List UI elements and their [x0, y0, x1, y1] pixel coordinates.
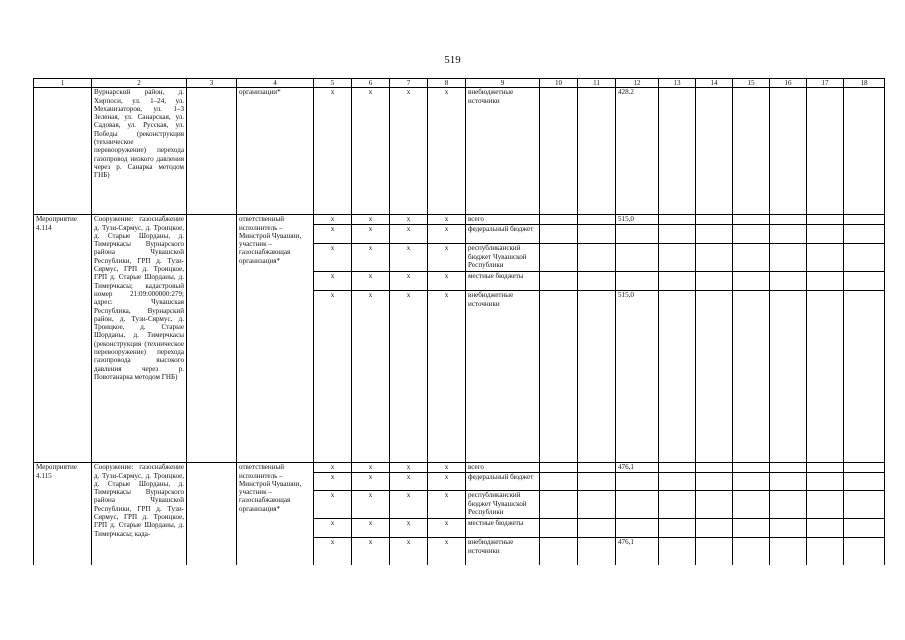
mark-cell: х — [314, 244, 352, 272]
mark-cell: х — [352, 215, 390, 225]
empty-cell — [578, 244, 616, 272]
mark-cell: х — [352, 538, 390, 565]
empty-cell — [733, 225, 770, 244]
mark-cell: х — [390, 215, 428, 225]
empty-cell — [540, 463, 578, 473]
empty-cell — [659, 463, 696, 473]
empty-cell — [659, 215, 696, 225]
empty-cell — [733, 491, 770, 519]
funding-source-cell: республиканский бюджет Чувашской Республики — [466, 491, 540, 519]
empty-cell — [540, 215, 578, 225]
empty-cell — [659, 272, 696, 291]
empty-cell — [844, 272, 885, 291]
column-header: 15 — [733, 79, 770, 88]
funding-source-cell: федеральный бюджет — [466, 225, 540, 244]
amount-cell: 476,1 — [616, 538, 659, 565]
empty-cell — [844, 538, 885, 565]
mark-cell: х — [428, 291, 466, 463]
empty-cell — [770, 538, 807, 565]
empty-cell — [770, 272, 807, 291]
mark-cell: х — [390, 291, 428, 463]
empty-cell — [733, 272, 770, 291]
empty-cell — [578, 291, 616, 463]
empty-cell — [659, 88, 696, 215]
amount-cell — [616, 272, 659, 291]
empty-cell — [578, 519, 616, 538]
funding-source-cell: внебюджетные источники — [466, 538, 540, 565]
empty-cell — [659, 225, 696, 244]
mark-cell: х — [314, 272, 352, 291]
funding-source-cell: федеральный бюджет — [466, 473, 540, 491]
mark-cell: х — [314, 225, 352, 244]
mark-cell: х — [314, 88, 352, 215]
empty-cell — [807, 463, 844, 473]
empty-cell — [733, 88, 770, 215]
measure-cell — [34, 88, 92, 215]
empty-cell — [733, 473, 770, 491]
description-cell: Сооружение: газоснабжение д. Тузи-Сярмус, д. Троицкое, д. Старые Шорданы, д. Тимерчкасы Вурнарского района Чувашской Республики, ГРП д. Тузи-Сярмус, ГРП д. Троицкое, ГРП д. Старые Шорданы, д. Тимерчкасы; када- — [92, 463, 187, 565]
empty-cell — [770, 88, 807, 215]
empty-cell — [844, 463, 885, 473]
mark-cell: х — [428, 473, 466, 491]
empty-cell — [733, 463, 770, 473]
description-cell: Вурнарский район, д. Хирпоси, ул. 1–24, ул. Механизаторов, ул. 1–3 Зеленая, ул. Санарская, ул. Садовая, ул. Русская, ул. Победы (реконструкция (техническое перевооружение) перехода газопровод низкого давления через р. Санарка методом ГНБ) — [92, 88, 187, 215]
empty-cell — [770, 225, 807, 244]
empty-cell — [807, 215, 844, 225]
column-header: 12 — [616, 79, 659, 88]
column-header: 1 — [34, 79, 92, 88]
amount-cell: 428.2 — [616, 88, 659, 215]
empty-cell — [696, 88, 733, 215]
funding-source-cell: внебюджетные источники — [466, 88, 540, 215]
page-number: 519 — [444, 54, 461, 66]
mark-cell: х — [390, 463, 428, 473]
empty-cell — [187, 215, 237, 463]
empty-cell — [807, 88, 844, 215]
empty-cell — [187, 463, 237, 565]
column-number-row — [34, 79, 885, 88]
empty-cell — [659, 291, 696, 463]
column-header: 10 — [540, 79, 578, 88]
mark-cell: х — [352, 291, 390, 463]
empty-cell — [696, 519, 733, 538]
mark-cell: х — [352, 463, 390, 473]
empty-cell — [844, 225, 885, 244]
mark-cell: х — [352, 473, 390, 491]
empty-cell — [807, 225, 844, 244]
empty-cell — [659, 244, 696, 272]
empty-cell — [696, 291, 733, 463]
amount-cell: 476,1 — [616, 463, 659, 473]
mark-cell: х — [352, 225, 390, 244]
empty-cell — [659, 491, 696, 519]
empty-cell — [578, 88, 616, 215]
measure-cell: Мероприятие 4.115 — [34, 463, 92, 565]
funding-source-cell: всего — [466, 215, 540, 225]
empty-cell — [733, 291, 770, 463]
empty-cell — [540, 225, 578, 244]
empty-cell — [540, 491, 578, 519]
empty-cell — [807, 519, 844, 538]
mark-cell: х — [428, 272, 466, 291]
mark-cell: х — [352, 88, 390, 215]
mark-cell: х — [314, 519, 352, 538]
funding-source-cell: всего — [466, 463, 540, 473]
column-header: 6 — [352, 79, 390, 88]
empty-cell — [696, 538, 733, 565]
empty-cell — [696, 272, 733, 291]
empty-cell — [578, 272, 616, 291]
empty-cell — [770, 244, 807, 272]
mark-cell: х — [314, 291, 352, 463]
column-header: 14 — [696, 79, 733, 88]
mark-cell: х — [314, 491, 352, 519]
empty-cell — [844, 491, 885, 519]
mark-cell: х — [314, 463, 352, 473]
mark-cell: х — [428, 88, 466, 215]
empty-cell — [770, 491, 807, 519]
empty-cell — [844, 215, 885, 225]
mark-cell: х — [352, 491, 390, 519]
column-header: 8 — [428, 79, 466, 88]
mark-cell: х — [390, 272, 428, 291]
column-header: 2 — [92, 79, 187, 88]
empty-cell — [578, 463, 616, 473]
mark-cell: х — [314, 473, 352, 491]
empty-cell — [844, 291, 885, 463]
empty-cell — [844, 519, 885, 538]
column-header: 3 — [187, 79, 237, 88]
mark-cell: х — [428, 215, 466, 225]
empty-cell — [578, 215, 616, 225]
amount-cell: 515,0 — [616, 291, 659, 463]
column-header: 4 — [237, 79, 314, 88]
column-header: 16 — [770, 79, 807, 88]
amount-cell — [616, 519, 659, 538]
mark-cell: х — [428, 244, 466, 272]
empty-cell — [770, 215, 807, 225]
amount-cell: 515,0 — [616, 215, 659, 225]
mark-cell: х — [352, 519, 390, 538]
empty-cell — [540, 244, 578, 272]
mark-cell: х — [352, 244, 390, 272]
mark-cell: х — [390, 491, 428, 519]
empty-cell — [659, 519, 696, 538]
amount-cell — [616, 473, 659, 491]
measure-cell: Мероприятие 4.114 — [34, 215, 92, 463]
empty-cell — [578, 225, 616, 244]
amount-cell — [616, 244, 659, 272]
empty-cell — [733, 538, 770, 565]
empty-cell — [696, 215, 733, 225]
empty-cell — [578, 538, 616, 565]
mark-cell: х — [352, 272, 390, 291]
executor-cell: ответственный исполнитель – Минстрой Чувашии, участник – газоснабжающая организация* — [237, 215, 314, 463]
executor-cell: организации* — [237, 88, 314, 215]
column-header: 17 — [807, 79, 844, 88]
empty-cell — [696, 473, 733, 491]
table-row — [34, 215, 885, 225]
empty-cell — [696, 225, 733, 244]
empty-cell — [807, 272, 844, 291]
mark-cell: х — [428, 225, 466, 244]
empty-cell — [696, 463, 733, 473]
column-header: 18 — [844, 79, 885, 88]
description-cell: Сооружение: газоснабжение д. Тузи-Сярмус, д. Троицкое, д. Старые Шорданы, д. Тимерчкасы Вурнарского района Чувашской Республики, ГРП д. Тузи-Сярмус, ГРП д. Троицкое, ГРП д. Старые Шорданы, д. Тимерчкасы; кадастровый номер 21:09:000000:279; адрес: Чувашская Республика, Вурнарский район, д. Тузи-Сярмус, д. Троицкое, д. Старые Шорданы, д. Тимерчкасы (реконструкция (техническое перевооружение) перехода газопровода высокого давления через р. Повотанарка методом ГНБ) — [92, 215, 187, 463]
empty-cell — [807, 491, 844, 519]
mark-cell: х — [314, 538, 352, 565]
amount-cell — [616, 225, 659, 244]
empty-cell — [770, 463, 807, 473]
mark-cell: х — [390, 473, 428, 491]
mark-cell: х — [390, 519, 428, 538]
funding-source-cell: местные бюджеты — [466, 519, 540, 538]
empty-cell — [578, 491, 616, 519]
empty-cell — [733, 244, 770, 272]
empty-cell — [540, 519, 578, 538]
empty-cell — [659, 538, 696, 565]
funding-source-cell: внебюджетные источники — [466, 291, 540, 463]
empty-cell — [696, 491, 733, 519]
empty-cell — [578, 473, 616, 491]
funding-source-cell: республиканский бюджет Чувашской Республики — [466, 244, 540, 272]
mark-cell: х — [390, 538, 428, 565]
mark-cell: х — [390, 225, 428, 244]
empty-cell — [770, 473, 807, 491]
executor-cell: ответственный исполнитель – Минстрой Чувашии, участник – газоснабжающая организация* — [237, 463, 314, 565]
mark-cell: х — [428, 519, 466, 538]
column-header: 13 — [659, 79, 696, 88]
empty-cell — [187, 88, 237, 215]
empty-cell — [540, 538, 578, 565]
program-table — [33, 78, 885, 565]
empty-cell — [733, 215, 770, 225]
empty-cell — [659, 473, 696, 491]
mark-cell: х — [428, 538, 466, 565]
empty-cell — [696, 244, 733, 272]
empty-cell — [844, 473, 885, 491]
funding-source-cell: местные бюджеты — [466, 272, 540, 291]
column-header: 5 — [314, 79, 352, 88]
mark-cell: х — [314, 215, 352, 225]
empty-cell — [540, 272, 578, 291]
mark-cell: х — [390, 244, 428, 272]
table-row — [34, 463, 885, 473]
empty-cell — [807, 473, 844, 491]
column-header: 9 — [466, 79, 540, 88]
table-row — [34, 88, 885, 215]
empty-cell — [807, 291, 844, 463]
mark-cell: х — [428, 463, 466, 473]
empty-cell — [807, 244, 844, 272]
column-header: 11 — [578, 79, 616, 88]
empty-cell — [733, 519, 770, 538]
empty-cell — [807, 538, 844, 565]
mark-cell: х — [390, 88, 428, 215]
empty-cell — [540, 88, 578, 215]
empty-cell — [844, 88, 885, 215]
column-header: 7 — [390, 79, 428, 88]
amount-cell — [616, 491, 659, 519]
empty-cell — [770, 291, 807, 463]
mark-cell: х — [428, 491, 466, 519]
empty-cell — [770, 519, 807, 538]
empty-cell — [540, 291, 578, 463]
empty-cell — [540, 473, 578, 491]
empty-cell — [844, 244, 885, 272]
